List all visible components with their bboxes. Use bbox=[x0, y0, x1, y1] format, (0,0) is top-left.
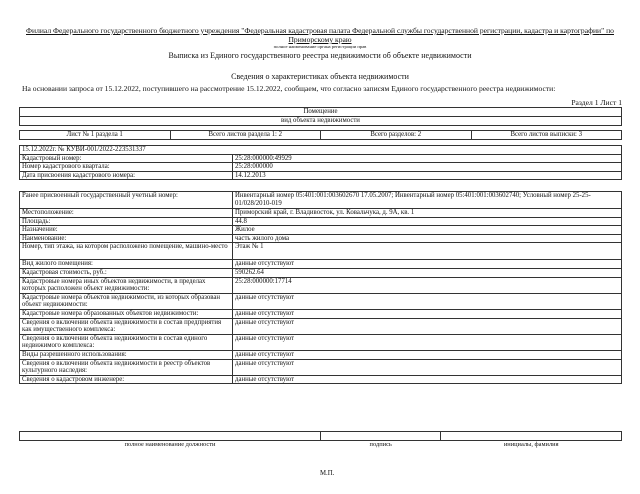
row-label: Местоположение: bbox=[20, 209, 233, 218]
row-value: Инвентарный номер 05:401:001:003602670 17.05.2007; Инвентарный номер 05:401:001:003602740; Условный номер 25-25-01/028/2010-019 bbox=[233, 192, 622, 209]
table-row bbox=[20, 209, 622, 218]
sheet-number: Лист № 1 раздела 1 bbox=[20, 131, 171, 140]
agency-name: Филиал Федерального государственного бюджетного учреждения "Федеральная кадастровая палата Федеральной службы государственной регистрации, кадастра и картографии" по Приморскому краю bbox=[26, 26, 614, 44]
row-value: 590262.64 bbox=[233, 268, 622, 277]
table-row bbox=[20, 234, 622, 243]
row-value: данные отсутствуют bbox=[233, 293, 622, 309]
row-value: данные отсутствуют bbox=[233, 350, 622, 359]
extract-title: Выписка из Единого государственного реестра недвижимости об объекте недвижимости bbox=[168, 51, 472, 60]
document-number: 15.12.2022г. № КУВИ-001/2022-223531337 bbox=[20, 146, 622, 155]
signature-caption: подпись bbox=[321, 441, 441, 450]
row-value: 14.12.2013 bbox=[233, 171, 622, 180]
table-row bbox=[20, 309, 622, 318]
characteristics-table bbox=[19, 191, 622, 384]
table-row bbox=[20, 163, 622, 172]
identification-table bbox=[19, 145, 622, 180]
table-row bbox=[20, 293, 622, 309]
row-label: Назначение: bbox=[20, 226, 233, 235]
row-value: данные отсутствуют bbox=[233, 334, 622, 350]
table-row bbox=[20, 359, 622, 375]
name-cell bbox=[441, 432, 622, 441]
position-caption: полное наименование должности bbox=[20, 441, 321, 450]
basis-text: На основании запроса от 15.12.2022, поступившего на рассмотрение 15.12.2022, сообщаем, что согласно записям Единого государственного реестра недвижимости: bbox=[22, 84, 556, 93]
row-value: 44.8 bbox=[233, 217, 622, 226]
row-label: Ранее присвоенный государственный учетный номер: bbox=[20, 192, 233, 209]
name-caption: инициалы, фамилия bbox=[441, 441, 622, 450]
table-row bbox=[20, 268, 622, 277]
table-row bbox=[20, 192, 622, 209]
row-label: Дата присвоения кадастрового номера: bbox=[20, 171, 233, 180]
table-row bbox=[20, 217, 622, 226]
table-row bbox=[20, 243, 622, 260]
total-sections: Всего разделов: 2 bbox=[321, 131, 472, 140]
row-label: Сведения о кадастровом инженере: bbox=[20, 375, 233, 384]
table-row bbox=[20, 277, 622, 293]
row-label: Сведения о включении объекта недвижимости в реестр объектов культурного наследия: bbox=[20, 359, 233, 375]
table-row bbox=[20, 318, 622, 334]
row-label: Кадастровый номер: bbox=[20, 154, 233, 163]
position-cell bbox=[20, 432, 321, 441]
row-label: Кадастровая стоимость, руб.: bbox=[20, 268, 233, 277]
row-value: 25:28:000000:17714 bbox=[233, 277, 622, 293]
row-value: данные отсутствуют bbox=[233, 359, 622, 375]
sheet-info-table bbox=[19, 130, 622, 140]
row-value: данные отсутствуют bbox=[233, 309, 622, 318]
table-row bbox=[20, 171, 622, 180]
row-label: Сведения о включении объекта недвижимости в состав единого недвижимого комплекса: bbox=[20, 334, 233, 350]
row-label: Виды разрешенного использования: bbox=[20, 350, 233, 359]
row-value: данные отсутствуют bbox=[233, 375, 622, 384]
section-title: Сведения о характеристиках объекта недвижимости bbox=[231, 72, 409, 81]
row-label: Номер, тип этажа, на котором расположено помещение, машино-место bbox=[20, 243, 233, 260]
object-kind-caption: вид объекта недвижимости bbox=[20, 117, 622, 126]
total-sheets-section: Всего листов раздела 1: 2 bbox=[170, 131, 321, 140]
table-row bbox=[20, 226, 622, 235]
row-value: Этаж № 1 bbox=[233, 243, 622, 260]
row-value: часть жилого дома bbox=[233, 234, 622, 243]
row-label: Кадастровые номера объектов недвижимости, из которых образован объект недвижимости: bbox=[20, 293, 233, 309]
row-value: 25:28:000000 bbox=[233, 163, 622, 172]
row-value: 25:28:000000:49929 bbox=[233, 154, 622, 163]
table-row bbox=[20, 334, 622, 350]
signature-table bbox=[19, 431, 622, 449]
row-value: данные отсутствуют bbox=[233, 260, 622, 269]
table-row bbox=[20, 350, 622, 359]
row-label: Кадастровые номера иных объектов недвижимости, в пределах которых расположен объект недвижимости: bbox=[20, 277, 233, 293]
part-label: Раздел 1 Лист 1 bbox=[571, 98, 622, 107]
object-type: Помещение bbox=[20, 108, 622, 117]
table-row bbox=[20, 375, 622, 384]
row-label: Вид жилого помещения: bbox=[20, 260, 233, 269]
row-value: Жилое bbox=[233, 226, 622, 235]
row-label: Площадь: bbox=[20, 217, 233, 226]
total-extract-sheets: Всего листов выписки: 3 bbox=[471, 131, 622, 140]
row-value: данные отсутствуют bbox=[233, 318, 622, 334]
row-value: Приморский край, г. Владивосток, ул. Ковальчука, д. 9А, кв. 1 bbox=[233, 209, 622, 218]
row-label: Номер кадастрового квартала: bbox=[20, 163, 233, 172]
row-label: Наименование: bbox=[20, 234, 233, 243]
stamp-label: М.П. bbox=[320, 470, 335, 477]
row-label: Кадастровые номера образованных объектов недвижимости: bbox=[20, 309, 233, 318]
signature-cell bbox=[321, 432, 441, 441]
row-label: Сведения о включении объекта недвижимости в состав предприятия как имущественного комплекса: bbox=[20, 318, 233, 334]
table-row bbox=[20, 260, 622, 269]
agency-caption: полное наименование органа регистрации прав bbox=[273, 44, 367, 49]
object-type-table bbox=[19, 107, 622, 126]
table-row bbox=[20, 154, 622, 163]
